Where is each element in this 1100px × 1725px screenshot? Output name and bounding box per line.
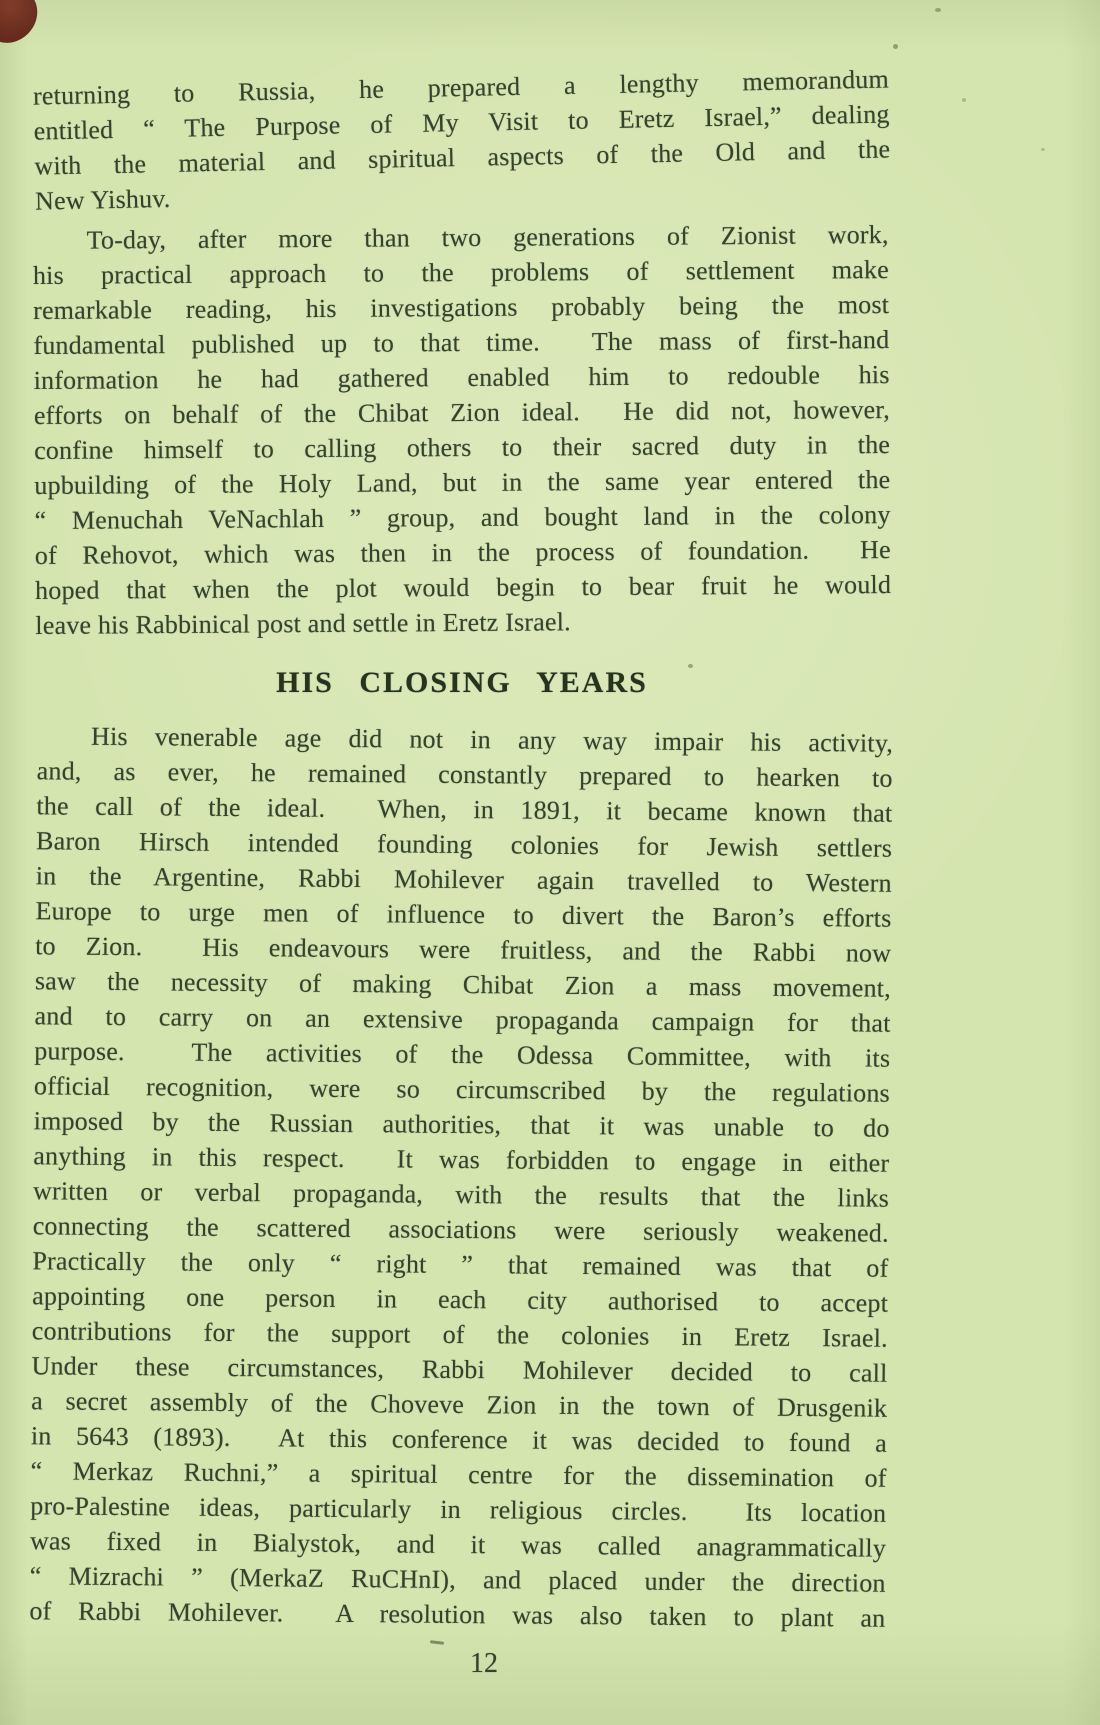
paper-speck bbox=[893, 44, 898, 49]
text-line: to Zion. His endeavours were fruitless, and the Rabbi now bbox=[35, 931, 892, 968]
text-line: returning to Russia, he prepared a lengthy memorandum bbox=[32, 64, 890, 111]
text-line: of Rabbi Mohilever. A resolution was also taken to plant an bbox=[29, 1596, 886, 1633]
text-line: New Yishuv. bbox=[34, 183, 171, 216]
text-line: “ Mizrachi ” (MerkaZ RuCHnI), and placed under the direction bbox=[29, 1561, 886, 1598]
page-number: 12 bbox=[470, 1648, 498, 1679]
text-line: information he had gathered enabled him to redouble his bbox=[33, 360, 890, 395]
text-line: imposed by the Russian authorities, that it was unable to do bbox=[33, 1106, 890, 1143]
text-line: upbuilding of the Holy Land, but in the same year entered the bbox=[34, 465, 891, 500]
paper-speck bbox=[1041, 148, 1045, 151]
text-line: hoped that when the plot would begin to bear fruit he would bbox=[35, 570, 892, 605]
text-line: his practical approach to the problems of settlement make bbox=[32, 255, 889, 290]
text-line: official recognition, were so circumscribed by the regulations bbox=[33, 1071, 891, 1108]
text-line: purpose. The activities of the Odessa Committee, with its bbox=[34, 1036, 891, 1073]
text-line: saw the necessity of making Chibat Zion a mass movement, bbox=[34, 966, 891, 1003]
text-line: of Rehovot, which was then in the process of foundation. He bbox=[34, 535, 891, 570]
text-line: contributions for the support of the colonies in Eretz Israel. bbox=[31, 1316, 888, 1353]
text-line: Practically the only “ right ” that remained was that of bbox=[32, 1246, 889, 1283]
paragraph-today bbox=[33, 217, 892, 643]
text-line: remarkable reading, his investigations probably being the most bbox=[33, 290, 890, 325]
text-line: efforts on behalf of the Chibat Zion ideal. He did not, however, bbox=[33, 395, 890, 430]
text-line: confine himself to calling others to their sacred duty in the bbox=[34, 430, 891, 465]
paper-speck bbox=[935, 8, 941, 12]
text-line: the call of the ideal. When, in 1891, it became known that bbox=[36, 791, 893, 828]
paragraph-continuation bbox=[33, 61, 892, 218]
text-line: Baron Hirsch intended founding colonies for Jewish settlers bbox=[35, 826, 893, 863]
text-line: fundamental published up to that time. The mass of first-hand bbox=[33, 325, 890, 360]
text-line: with the material and spiritual aspects of the Old and the bbox=[34, 134, 891, 181]
text-line: pro-Palestine ideas, particularly in religious circles. Its location bbox=[30, 1491, 887, 1528]
text-line: “ Merkaz Ruchni,” a spiritual centre for the dissemination of bbox=[30, 1456, 887, 1493]
text-line: and, as ever, he remained constantly prepared to hearken to bbox=[36, 756, 893, 793]
text-line: a secret assembly of the Choveve Zion in the town of Drusgenik bbox=[31, 1386, 888, 1423]
text-line: To-day, after more than two generations of Zionist work, bbox=[86, 220, 889, 255]
text-line: in 5643 (1893). At this conference it was decided to found a bbox=[30, 1421, 888, 1458]
section-heading: HIS CLOSING YEARS bbox=[276, 666, 648, 699]
text-column bbox=[29, 64, 894, 1680]
text-line: anything in this respect. It was forbidden to engage in either bbox=[33, 1141, 890, 1178]
paper-speck bbox=[962, 98, 966, 102]
text-line: was fixed in Bialystok, and it was called anagrammatically bbox=[29, 1526, 887, 1563]
paragraph-closing-years bbox=[29, 718, 893, 1635]
corner-stain bbox=[0, 0, 47, 53]
text-line: Under these circumstances, Rabbi Mohilever decided to call bbox=[31, 1351, 888, 1388]
text-line: in the Argentine, Rabbi Mohilever again travelled to Western bbox=[35, 861, 892, 898]
text-line: His venerable age did not in any way impair his activity, bbox=[90, 721, 894, 758]
text-line: Europe to urge men of influence to divert the Baron’s efforts bbox=[35, 896, 892, 933]
text-line: “ Menuchah VeNachlah ” group, and bought land in the colony bbox=[34, 500, 891, 535]
text-line: connecting the scattered associations were seriously weakened. bbox=[32, 1211, 889, 1248]
text-line: and to carry on an extensive propaganda campaign for that bbox=[34, 1001, 891, 1038]
text-line: entitled “ The Purpose of My Visit to Eretz Israel,” dealing bbox=[33, 99, 890, 146]
text-line: written or verbal propaganda, with the results that the links bbox=[32, 1176, 890, 1213]
text-line: appointing one person in each city authorised to accept bbox=[32, 1281, 889, 1318]
text-line: leave his Rabbinical post and settle in Eretz Israel. bbox=[35, 607, 571, 640]
